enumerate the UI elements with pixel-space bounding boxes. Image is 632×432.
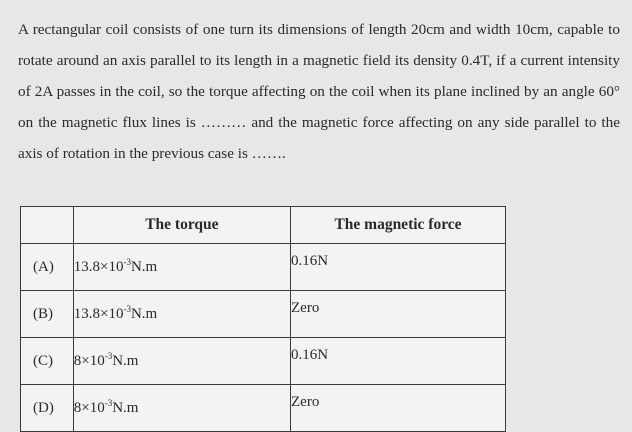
option-letter: (C) [21,338,74,385]
option-row-b[interactable] [21,291,506,338]
torque-exponent: -3 [104,350,113,361]
option-force: Zero [291,385,506,432]
torque-exponent: -3 [104,397,113,408]
option-torque [73,244,290,291]
header-magnetic-force: The magnetic force [291,207,506,244]
torque-exponent: -3 [123,303,131,314]
option-torque [73,338,290,385]
torque-exponent: -3 [123,256,131,267]
option-force: Zero [291,291,506,338]
torque-coefficient: 8×10 [73,352,105,369]
option-torque [73,385,290,432]
option-torque [73,291,290,338]
answer-options-table [20,206,506,432]
option-letter: (B) [21,291,74,338]
torque-unit: N.m [112,352,139,369]
option-force: 0.16N [291,338,506,385]
option-force: 0.16N [291,244,506,291]
torque-unit: N.m [112,399,139,416]
option-letter: (A) [21,244,74,291]
header-torque: The torque [73,207,290,244]
torque-coefficient: 8×10 [73,399,105,416]
option-row-d[interactable] [21,385,506,432]
torque-coefficient: 13.8×10 [73,258,124,275]
torque-unit: N.m [130,305,158,322]
torque-unit: N.m [130,258,158,275]
option-letter: (D) [21,385,74,432]
option-row-a[interactable] [21,244,506,291]
question-text: A rectangular coil consists of one turn its dimensions of length 20cm and width 10cm, capable to rotate around an axis parallel to its length in a magnetic field its density 0.4T, if a current intensity of 2A passes in the coil, so the torque affecting on the coil when its plane inclined by an angle 60° on the magnetic flux lines is ……… and the magnetic force affecting on any side parallel to the axis of rotation in the previous case is ……. [18,21,620,162]
header-letter [21,207,74,244]
table-header-row [21,207,506,244]
option-row-c[interactable] [21,338,506,385]
torque-coefficient: 13.8×10 [73,305,124,322]
